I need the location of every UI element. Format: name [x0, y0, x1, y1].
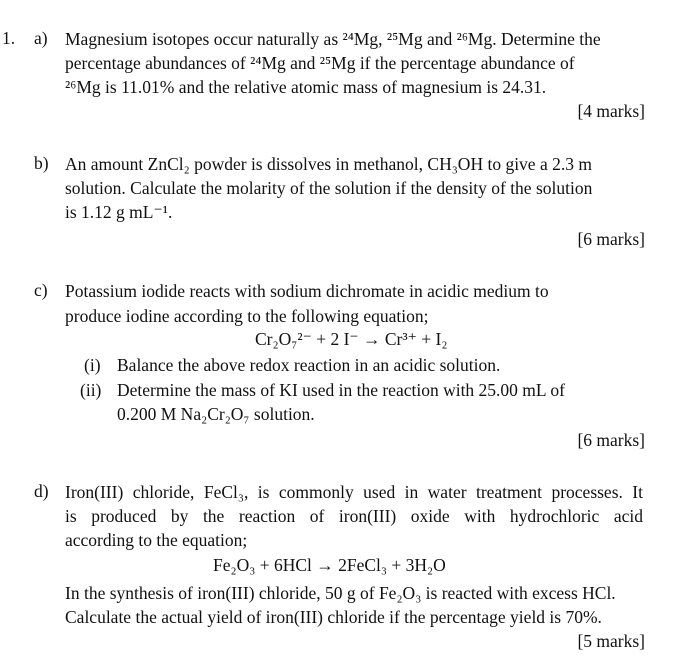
question-number: 1.	[2, 28, 16, 48]
part-c-label: c)	[34, 280, 48, 300]
part-c-sub-i-text: Balance the above redox reaction in an acidic solution.	[117, 355, 501, 375]
part-d-line-1: Iron(III) chloride, FeCl₃, is commonly used in water treatment processes. It	[65, 482, 643, 502]
part-a-line-3: ²⁶Mg is 11.01% and the relative atomic mass of magnesium is 24.31.	[65, 77, 547, 97]
part-a-label: a)	[34, 28, 48, 48]
part-d-equation: Fe₂O₃ + 6HCl → 2FeCl₃ + 3H₂O	[213, 555, 446, 575]
part-b-marks: [6 marks]	[577, 229, 645, 249]
part-d-marks: [5 marks]	[577, 631, 645, 651]
part-d-label: d)	[34, 481, 49, 501]
part-b-line-2: solution. Calculate the molarity of the solution if the density of the solution	[65, 178, 593, 198]
part-a-marks: [4 marks]	[577, 101, 645, 121]
part-c-sub-ii-label: (ii)	[80, 380, 102, 400]
part-c-sub-ii-line-1: Determine the mass of KI used in the reaction with 25.00 mL of	[117, 380, 565, 400]
part-a-line-1: Magnesium isotopes occur naturally as ²⁴Mg, ²⁵Mg and ²⁶Mg. Determine the	[65, 29, 601, 49]
part-c-marks: [6 marks]	[577, 430, 645, 450]
part-c-sub-i-label: (i)	[84, 355, 101, 375]
part-d-line-4: In the synthesis of iron(III) chloride, 50 g of Fe₂O₃ is reacted with excess HCl.	[65, 583, 616, 603]
part-c-line-1: Potassium iodide reacts with sodium dichromate in acidic medium to	[65, 281, 549, 301]
part-d-line-3: according to the equation;	[65, 530, 248, 550]
part-d-line-5: Calculate the actual yield of iron(III) chloride if the percentage yield is 70%.	[65, 607, 602, 627]
part-c-line-2: produce iodine according to the following equation;	[65, 306, 429, 326]
part-d-line-2: is produced by the reaction of iron(III) oxide with hydrochloric acid	[65, 506, 643, 526]
part-b-label: b)	[34, 153, 49, 173]
part-b-line-3: is 1.12 g mL⁻¹.	[65, 202, 173, 222]
part-c-sub-ii-line-2: 0.200 M Na₂Cr₂O₇ solution.	[117, 404, 315, 424]
part-b-line-1: An amount ZnCl₂ powder is dissolves in methanol, CH₃OH to give a 2.3 m	[65, 154, 592, 174]
part-c-equation: Cr₂O₇²⁻ + 2 I⁻ → Cr³⁺ + I₂	[255, 329, 448, 349]
part-a-line-2: percentage abundances of ²⁴Mg and ²⁵Mg if the percentage abundance of	[65, 53, 575, 73]
